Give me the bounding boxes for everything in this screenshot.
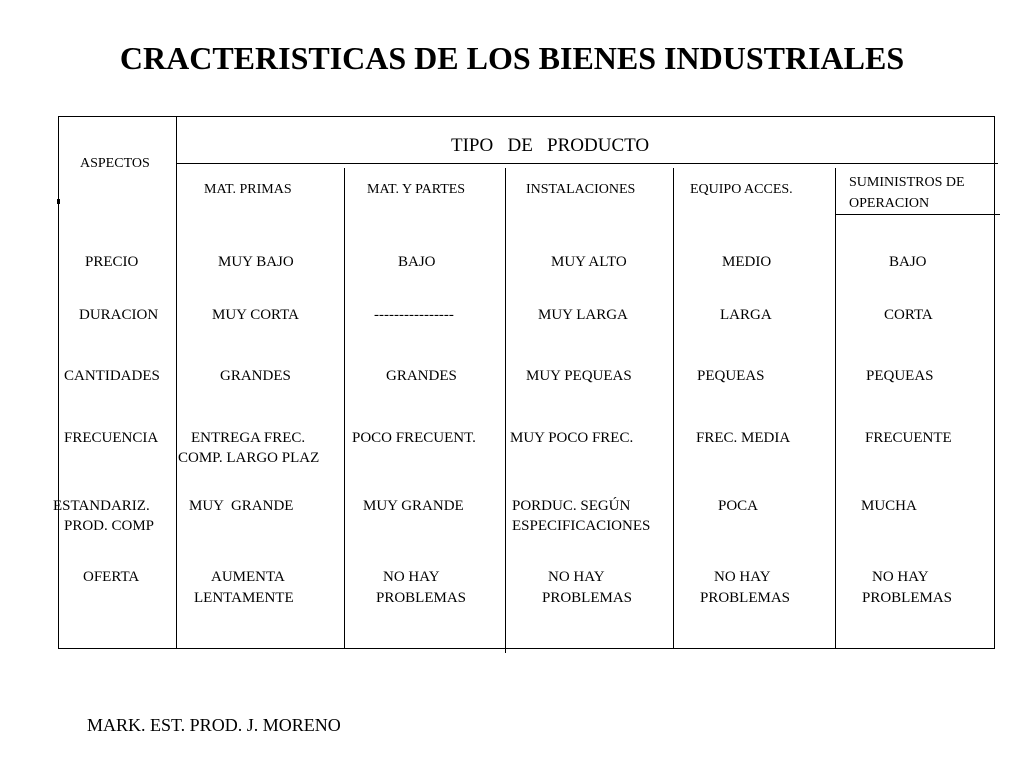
header-divider bbox=[176, 163, 998, 164]
row-label-prod-comp: PROD. COMP bbox=[64, 518, 155, 534]
table-cell: PROBLEMAS bbox=[542, 590, 633, 606]
aspects-divider bbox=[176, 116, 177, 649]
column-header-mat-partes: MAT. Y PARTES bbox=[367, 182, 466, 197]
table-right-border bbox=[994, 116, 995, 649]
table-cell: AUMENTA bbox=[211, 569, 285, 585]
table-cell: LARGA bbox=[720, 307, 772, 323]
table-cell: MUY ALTO bbox=[551, 254, 627, 270]
column-header-suministros: SUMINISTROS DE bbox=[849, 175, 965, 190]
table-cell: PEQUEAS bbox=[866, 368, 934, 384]
column-header-mat-primas: MAT. PRIMAS bbox=[204, 182, 292, 197]
column-header-operacion: OPERACION bbox=[849, 196, 930, 211]
table-cell: PEQUEAS bbox=[697, 368, 765, 384]
table-cell: MEDIO bbox=[722, 254, 772, 270]
table-cell: PROBLEMAS bbox=[376, 590, 467, 606]
column-divider-4 bbox=[835, 168, 836, 649]
table-cell: GRANDES bbox=[220, 368, 291, 384]
aspects-header: ASPECTOS bbox=[80, 156, 150, 171]
product-type-header: TIPO DE PRODUCTO bbox=[451, 135, 650, 156]
footer-credit: MARK. EST. PROD. J. MORENO bbox=[87, 715, 341, 735]
left-tick-mark bbox=[57, 199, 60, 204]
table-left-border bbox=[58, 116, 59, 649]
table-cell: NO HAY bbox=[872, 569, 929, 585]
table-cell: GRANDES bbox=[386, 368, 457, 384]
table-bottom-border bbox=[58, 648, 995, 649]
table-cell: MUY GRANDE bbox=[189, 498, 294, 514]
row-label-oferta: OFERTA bbox=[83, 569, 140, 585]
column-divider-2 bbox=[505, 168, 506, 653]
column-header-divider bbox=[836, 214, 1000, 215]
table-cell: MUCHA bbox=[861, 498, 917, 514]
column-divider-1 bbox=[344, 168, 345, 649]
page-title: CRACTERISTICAS DE LOS BIENES INDUSTRIALES bbox=[119, 40, 905, 76]
table-cell: MUY GRANDE bbox=[363, 498, 464, 514]
table-cell: POCA bbox=[718, 498, 759, 514]
table-cell: PORDUC. SEGÚN bbox=[512, 498, 631, 514]
table-cell: PROBLEMAS bbox=[700, 590, 791, 606]
table-cell: COMP. LARGO PLAZ bbox=[178, 450, 320, 466]
column-header-equipo-acces: EQUIPO ACCES. bbox=[690, 182, 793, 197]
table-cell: BAJO bbox=[398, 254, 436, 270]
table-top-border bbox=[58, 116, 995, 117]
row-label-duracion: DURACION bbox=[79, 307, 159, 323]
column-divider-3 bbox=[673, 168, 674, 649]
row-label-precio: PRECIO bbox=[85, 254, 139, 270]
table-cell: MUY BAJO bbox=[218, 254, 294, 270]
table-cell: MUY CORTA bbox=[212, 307, 299, 323]
row-label-frecuencia: FRECUENCIA bbox=[64, 430, 159, 446]
table-cell: ENTREGA FREC. bbox=[191, 430, 306, 446]
table-cell: BAJO bbox=[889, 254, 927, 270]
table-cell: FREC. MEDIA bbox=[696, 430, 791, 446]
table-cell: ---------------- bbox=[374, 307, 454, 323]
row-label-estandariz: ESTANDARIZ. bbox=[53, 498, 150, 514]
table-cell: NO HAY bbox=[383, 569, 440, 585]
column-header-instalaciones: INSTALACIONES bbox=[526, 182, 636, 197]
table-cell: POCO FRECUENT. bbox=[352, 430, 476, 446]
table-cell: NO HAY bbox=[714, 569, 771, 585]
table-cell: MUY PEQUEAS bbox=[526, 368, 632, 384]
table-cell: MUY LARGA bbox=[538, 307, 628, 323]
table-cell: MUY POCO FREC. bbox=[510, 430, 634, 446]
table-cell: NO HAY bbox=[548, 569, 605, 585]
table-cell: CORTA bbox=[884, 307, 933, 323]
row-label-cantidades: CANTIDADES bbox=[64, 368, 160, 384]
table-cell: FRECUENTE bbox=[865, 430, 952, 446]
table-cell: LENTAMENTE bbox=[194, 590, 294, 606]
table-cell: PROBLEMAS bbox=[862, 590, 953, 606]
table-cell: ESPECIFICACIONES bbox=[512, 518, 651, 534]
